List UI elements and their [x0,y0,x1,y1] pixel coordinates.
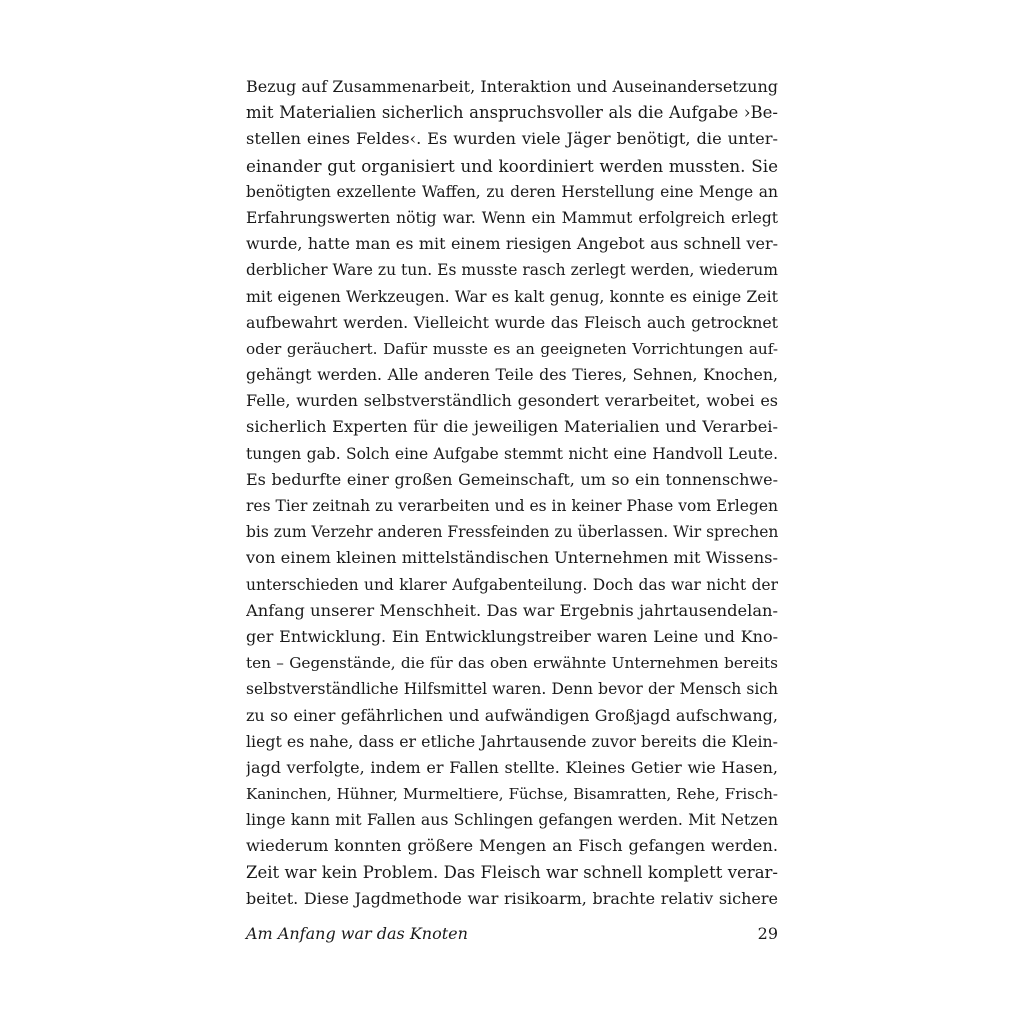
text-line: bis zum Verzehr anderen Fressfeinden zu überlassen. Wir sprechen [246,523,778,542]
text-line: Kaninchen, Hühner, Murmeltiere, Füchse, Bisamratten, Rehe, Frisch- [246,785,778,804]
text-line: sicherlich Experten für die jeweiligen Materialien und Verarbei- [246,417,778,437]
text-line: ger Entwicklung. Ein Entwicklungstreiber waren Leine und Kno- [246,626,778,646]
text-line: res Tier zeitnah zu verarbeiten und es in keiner Phase vom Erlegen [246,497,778,515]
text-line: gehängt werden. Alle anderen Teile des Tieres, Sehnen, Knochen, [246,365,778,385]
text-line: mit Materialien sicherlich anspruchsvoller als die Aufgabe ›Be- [246,103,778,123]
page-number: 29 [757,924,778,943]
text-line: selbstverständliche Hilfsmittel waren. Denn bevor der Mensch sich [246,680,778,699]
text-line: wiederum konnten größere Mengen an Fisch gefangen werden. [246,836,778,856]
text-line: Bezug auf Zusammenarbeit, Interaktion und Auseinandersetzung [246,77,778,96]
text-line: wurde, hatte man es mit einem riesigen Angebot aus schnell ver- [246,234,778,254]
page-footer [246,924,778,948]
text-line: Felle, wurden selbstverständlich gesondert verarbeitet, wobei es [246,391,778,411]
text-line: einander gut organisiert und koordiniert werden mussten. Sie [246,155,778,176]
text-line: beitet. Diese Jagdmethode war risikoarm, brachte relativ sichere [246,888,778,908]
text-line: aufbewahrt werden. Vielleicht wurde das Fleisch auch getrocknet [246,312,778,332]
text-line: benötigten exzellente Waffen, zu deren Herstellung eine Menge an [246,182,778,201]
text-line: Erfahrungswerten nötig war. Wenn ein Mammut erfolgreich erlegt [246,208,778,227]
text-line: jagd verfolgte, indem er Fallen stellte. Kleines Getier wie Hasen, [246,757,778,777]
text-line: von einem kleinen mittelständischen Unternehmen mit Wissens- [246,548,778,568]
text-line: unterschieden und klarer Aufgabenteilung. Doch das war nicht der [246,575,778,594]
text-line: derblicher Ware zu tun. Es musste rasch zerlegt werden, wiederum [246,261,778,280]
text-line: Es bedurfte einer großen Gemeinschaft, um so ein tonnenschwe- [246,469,778,489]
text-line: liegt es nahe, dass er etliche Jahrtausende zuvor bereits die Klein- [246,731,778,751]
text-line: oder geräuchert. Dafür musste es an geeigneten Vorrichtungen auf- [246,339,778,358]
text-line: linge kann mit Fallen aus Schlingen gefangen werden. Mit Netzen [246,810,778,830]
text-line: stellen eines Feldes‹. Es wurden viele Jäger benötigt, die unter- [246,129,778,149]
body-text [246,74,778,912]
text-line: tungen gab. Solch eine Aufgabe stemmt nicht eine Handvoll Leute. [246,444,778,463]
text-line: zu so einer gefährlichen und aufwändigen Großjagd aufschwang, [246,705,778,725]
running-title: Am Anfang war das Knoten [246,924,468,943]
text-line: Anfang unserer Menschheit. Das war Ergebnis jahrtausendelan- [246,600,778,620]
text-line: Zeit war kein Problem. Das Fleisch war schnell komplett verar- [246,862,778,882]
text-line: ten – Gegenstände, die für das oben erwähnte Unternehmen bereits [246,654,778,673]
text-line: mit eigenen Werkzeugen. War es kalt genug, konnte es einige Zeit [246,286,778,306]
